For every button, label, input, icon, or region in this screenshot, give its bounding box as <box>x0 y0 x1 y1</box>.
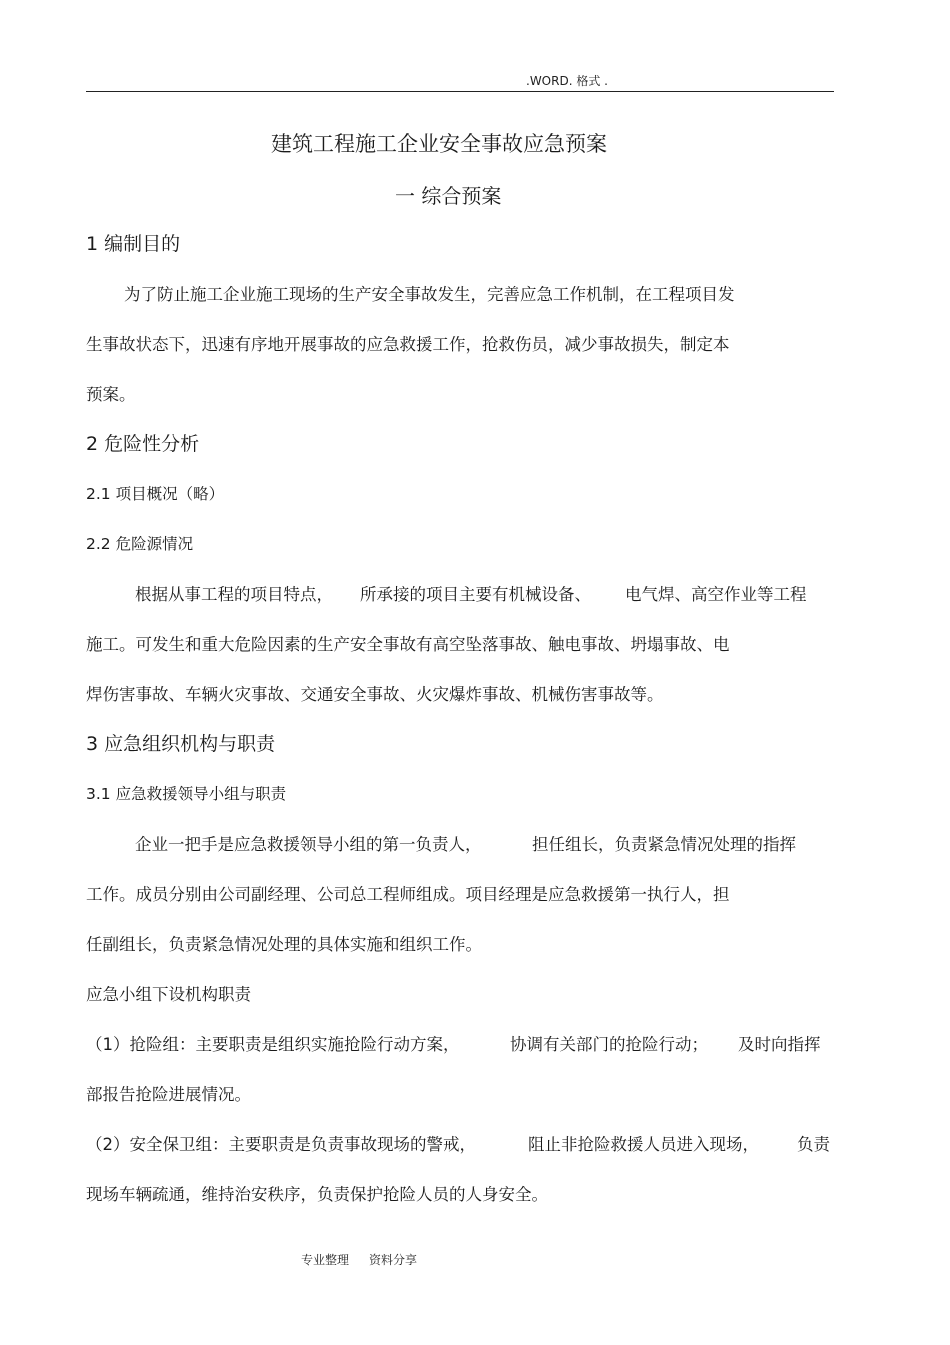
subsection-heading: 3.1 应急救援领导小组与职责 <box>86 785 287 803</box>
list-item-line: 部报告抢险进展情况。 <box>86 1085 251 1104</box>
list-item-segment: （2）安全保卫组：主要职责是负责事故现场的警戒， <box>86 1135 476 1154</box>
list-item-segment: 及时向指挥 <box>738 1035 821 1054</box>
paragraph-segment: 电气焊、高空作业等工程 <box>625 585 807 604</box>
paragraph-line: 为了防止施工企业施工现场的生产安全事故发生，完善应急工作机制，在工程项目发 <box>124 285 735 304</box>
list-item-segment: 协调有关部门的抢险行动； <box>510 1035 708 1054</box>
page-header: .WORD. 格式 . <box>526 74 608 88</box>
paragraph-line: 应急小组下设机构职责 <box>86 985 251 1004</box>
section-heading-3: 3 应急组织机构与职责 <box>86 733 276 755</box>
document-title: 建筑工程施工企业安全事故应急预案 <box>271 132 607 156</box>
paragraph-segment: 根据从事工程的项目特点， <box>135 585 333 604</box>
footer-left-text: 专业整理 <box>301 1253 350 1267</box>
paragraph-segment: 所承接的项目主要有机械设备、 <box>360 585 591 604</box>
list-item-line: 现场车辆疏通，维持治安秩序，负责保护抢险人员的人身安全。 <box>86 1185 548 1204</box>
paragraph-segment: 企业一把手是应急救援领导小组的第一负责人， <box>135 835 482 854</box>
paragraph-line: 任副组长，负责紧急情况处理的具体实施和组织工作。 <box>86 935 482 954</box>
paragraph-line: 预案。 <box>86 385 136 404</box>
paragraph-line: 生事故状态下，迅速有序地开展事故的应急救援工作，抢救伤员，减少事故损失，制定本 <box>86 335 730 354</box>
footer-right-text: 资料分享 <box>369 1253 418 1267</box>
paragraph-line: 焊伤害事故、车辆火灾事故、交通安全事故、火灾爆炸事故、机械伤害事故等。 <box>86 685 664 704</box>
page-footer <box>301 1251 417 1268</box>
document-subtitle: 一 综合预案 <box>395 184 502 208</box>
subsection-heading: 2.2 危险源情况 <box>86 535 194 553</box>
list-item-segment: 负责 <box>797 1135 830 1154</box>
section-heading-1: 1 编制目的 <box>86 233 181 255</box>
subsection-heading: 2.1 项目概况（略） <box>86 485 225 503</box>
section-heading-2: 2 危险性分析 <box>86 433 200 455</box>
paragraph-line: 工作。成员分别由公司副经理、公司总工程师组成。项目经理是应急救援第一执行人，担 <box>86 885 730 904</box>
paragraph-line: 施工。可发生和重大危险因素的生产安全事故有高空坠落事故、触电事故、坍塌事故、电 <box>86 635 730 654</box>
list-item-segment: （1）抢险组：主要职责是组织实施抢险行动方案， <box>86 1035 460 1054</box>
list-item-segment: 阻止非抢险救援人员进入现场， <box>528 1135 759 1154</box>
header-rule <box>86 91 834 92</box>
paragraph-segment: 担任组长，负责紧急情况处理的指挥 <box>532 835 796 854</box>
